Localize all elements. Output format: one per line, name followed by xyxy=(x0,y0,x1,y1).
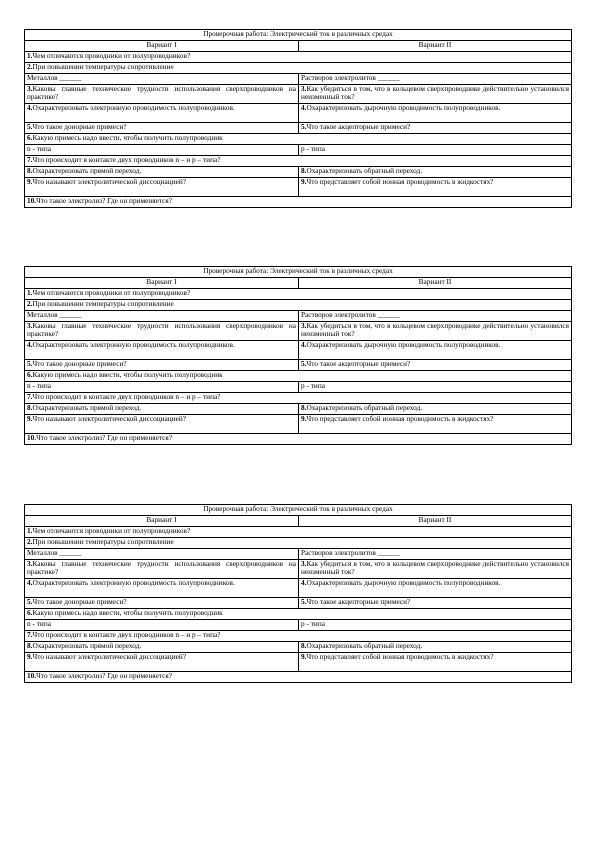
question-10: 10.Что такое электролиз? Где он применяется? xyxy=(25,672,572,683)
question-8-variant-1: 8.Охарактеризовать прямой переход. xyxy=(25,642,299,653)
question-6-variant-1: n - типа xyxy=(25,382,299,393)
question-8-variant-1: 8.Охарактеризовать прямой переход. xyxy=(25,404,299,415)
variant-2-header: Вариант II xyxy=(299,41,572,52)
question-9-variant-1: 9.Что называют электролитической диссоциацией? xyxy=(25,178,299,197)
question-6: 6.Какую примесь надо ввести, чтобы получить полупроводник xyxy=(25,371,572,382)
question-6-variant-1: n - типа xyxy=(25,145,299,156)
question-3-variant-2: 3.Как убедиться в том, что в кольцевом сверхпроводнике действительно установился неизменный ток? xyxy=(299,85,572,104)
question-2: 2.При повышении температуры сопротивление xyxy=(25,300,572,311)
question-9-variant-2: 9.Что представляет собой ионная проводимость в жидкостях? xyxy=(299,178,572,197)
quiz-table-3 xyxy=(24,504,572,683)
question-10: 10.Что такое электролиз? Где он применяется? xyxy=(25,197,572,208)
question-10: 10.Что такое электролиз? Где он применяется? xyxy=(25,434,572,445)
question-1: 1.Чем отличаются проводники от полупроводников? xyxy=(25,289,572,300)
question-2-variant-1: Металлов ______ xyxy=(25,74,299,85)
question-9-variant-2: 9.Что представляет собой ионная проводимость в жидкостях? xyxy=(299,653,572,672)
question-1: 1.Чем отличаются проводники от полупроводников? xyxy=(25,52,572,63)
question-3-variant-1: 3.Каковы главные технические трудности использования сверхпроводников на практике? xyxy=(25,560,299,579)
question-2: 2.При повышении температуры сопротивление xyxy=(25,538,572,549)
variant-1-header: Вариант I xyxy=(25,278,299,289)
question-2: 2.При повышении температуры сопротивление xyxy=(25,63,572,74)
question-5-variant-1: 5.Что такое донорные примеси? xyxy=(25,123,299,134)
question-2-variant-1: Металлов ______ xyxy=(25,549,299,560)
question-2-variant-2: Растворов электролитов ______ xyxy=(299,549,572,560)
question-3-variant-1: 3.Каковы главные технические трудности использования сверхпроводников на практике? xyxy=(25,85,299,104)
quiz-table-2 xyxy=(24,266,572,445)
question-3-variant-1: 3.Каковы главные технические трудности использования сверхпроводников на практике? xyxy=(25,322,299,341)
quiz-title: Проверочная работа: Электрический ток в различных средах xyxy=(25,30,572,41)
question-9-variant-1: 9.Что называют электролитической диссоциацией? xyxy=(25,653,299,672)
question-3-variant-2: 3.Как убедиться в том, что в кольцевом сверхпроводнике действительно установился неизменный ток? xyxy=(299,322,572,341)
quiz-title: Проверочная работа: Электрический ток в различных средах xyxy=(25,267,572,278)
question-5-variant-2: 5.Что такое акцепторные примеси? xyxy=(299,360,572,371)
question-6: 6.Какую примесь надо ввести, чтобы получить полупроводник xyxy=(25,134,572,145)
question-6: 6.Какую примесь надо ввести, чтобы получить полупроводник xyxy=(25,609,572,620)
question-1: 1.Чем отличаются проводники от полупроводников? xyxy=(25,527,572,538)
question-6-variant-2: p - типа xyxy=(299,145,572,156)
question-4-variant-1: 4.Охарактеризовать электронную проводимость полупроводников. xyxy=(25,104,299,123)
question-9-variant-2: 9.Что представляет собой ионная проводимость в жидкостях? xyxy=(299,415,572,434)
question-5-variant-1: 5.Что такое донорные примеси? xyxy=(25,360,299,371)
question-5-variant-2: 5.Что такое акцепторные примеси? xyxy=(299,598,572,609)
question-4-variant-1: 4.Охарактеризовать электронную проводимость полупроводников. xyxy=(25,341,299,360)
question-6-variant-2: p - типа xyxy=(299,382,572,393)
question-8-variant-2: 8.Охарактеризовать обратный переход. xyxy=(299,167,572,178)
quiz-table-1 xyxy=(24,29,572,208)
question-8-variant-1: 8.Охарактеризовать прямой переход. xyxy=(25,167,299,178)
question-9-variant-1: 9.Что называют электролитической диссоциацией? xyxy=(25,415,299,434)
question-4-variant-1: 4.Охарактеризовать электронную проводимость полупроводников. xyxy=(25,579,299,598)
question-2-variant-2: Растворов электролитов ______ xyxy=(299,311,572,322)
question-6-variant-1: n - типа xyxy=(25,620,299,631)
question-8-variant-2: 8.Охарактеризовать обратный переход. xyxy=(299,404,572,415)
question-4-variant-2: 4.Охарактеризовать дырочную проводимость полупроводников. xyxy=(299,104,572,123)
question-7: 7.Что происходит в контакте двух проводников n – и p – типа? xyxy=(25,393,572,404)
question-2-variant-1: Металлов ______ xyxy=(25,311,299,322)
variant-2-header: Вариант II xyxy=(299,516,572,527)
question-7: 7.Что происходит в контакте двух проводников n – и p – типа? xyxy=(25,631,572,642)
variant-1-header: Вариант I xyxy=(25,516,299,527)
question-8-variant-2: 8.Охарактеризовать обратный переход. xyxy=(299,642,572,653)
question-6-variant-2: p - типа xyxy=(299,620,572,631)
question-3-variant-2: 3.Как убедиться в том, что в кольцевом сверхпроводнике действительно установился неизменный ток? xyxy=(299,560,572,579)
variant-1-header: Вариант I xyxy=(25,41,299,52)
question-4-variant-2: 4.Охарактеризовать дырочную проводимость полупроводников. xyxy=(299,341,572,360)
variant-2-header: Вариант II xyxy=(299,278,572,289)
question-5-variant-2: 5.Что такое акцепторные примеси? xyxy=(299,123,572,134)
question-2-variant-2: Растворов электролитов ______ xyxy=(299,74,572,85)
question-7: 7.Что происходит в контакте двух проводников n – и p – типа? xyxy=(25,156,572,167)
question-5-variant-1: 5.Что такое донорные примеси? xyxy=(25,598,299,609)
quiz-title: Проверочная работа: Электрический ток в различных средах xyxy=(25,505,572,516)
question-4-variant-2: 4.Охарактеризовать дырочную проводимость полупроводников. xyxy=(299,579,572,598)
